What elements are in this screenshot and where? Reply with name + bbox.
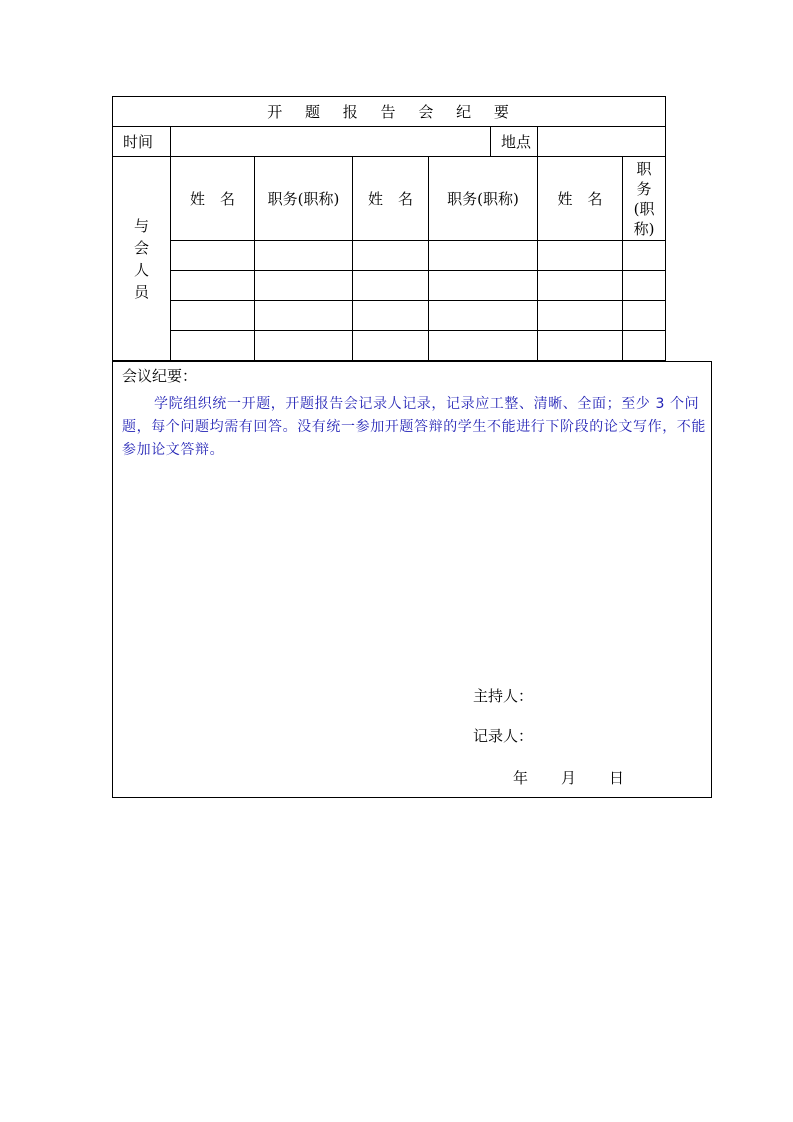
attendee-cell[interactable] xyxy=(171,271,255,301)
col-header-position-2: 职务(职称) xyxy=(429,157,538,241)
attendee-cell[interactable] xyxy=(171,241,255,271)
attendee-cell[interactable] xyxy=(255,301,353,331)
place-label: 地点 xyxy=(491,127,538,157)
place-field[interactable] xyxy=(538,127,666,157)
attendee-cell[interactable] xyxy=(623,331,666,361)
attendee-cell[interactable] xyxy=(255,331,353,361)
attendee-cell[interactable] xyxy=(171,301,255,331)
attendee-row xyxy=(113,301,666,331)
col-header-position-1: 职务(职称) xyxy=(255,157,353,241)
attendee-cell[interactable] xyxy=(623,241,666,271)
attendee-cell[interactable] xyxy=(171,331,255,361)
time-label: 时间 xyxy=(113,127,171,157)
attendee-cell[interactable] xyxy=(353,241,429,271)
attendee-cell[interactable] xyxy=(429,271,538,301)
time-field[interactable] xyxy=(171,127,491,157)
attendee-cell[interactable] xyxy=(538,241,623,271)
attendee-cell[interactable] xyxy=(429,301,538,331)
meeting-info-table xyxy=(112,96,666,361)
recorder-label: 记录人： xyxy=(473,727,534,745)
date-line xyxy=(513,767,657,788)
col-header-name-2: 姓 名 xyxy=(353,157,429,241)
minutes-box[interactable] xyxy=(112,361,712,798)
attendee-row xyxy=(113,331,666,361)
date-day: 日 xyxy=(609,769,625,787)
minutes-label: 会议纪要： xyxy=(122,367,198,385)
attendee-cell[interactable] xyxy=(538,271,623,301)
date-month: 月 xyxy=(561,769,577,787)
attendees-side-label: 与 会 人 员 xyxy=(113,157,171,361)
attendee-cell[interactable] xyxy=(353,331,429,361)
attendee-cell[interactable] xyxy=(623,271,666,301)
attendee-cell[interactable] xyxy=(255,271,353,301)
attendee-cell[interactable] xyxy=(538,331,623,361)
attendee-cell[interactable] xyxy=(429,241,538,271)
attendee-row xyxy=(113,271,666,301)
col-header-name-3: 姓 名 xyxy=(538,157,623,241)
date-year: 年 xyxy=(513,769,529,787)
attendee-cell[interactable] xyxy=(623,301,666,331)
col-header-name-1: 姓 名 xyxy=(171,157,255,241)
attendee-cell[interactable] xyxy=(353,271,429,301)
attendee-cell[interactable] xyxy=(429,331,538,361)
minutes-instructions: 学院组织统一开题，开题报告会记录人记录，记录应工整、清晰、全面；至少 3 个问题，每个问题均需有回答。没有统一参加开题答辩的学生不能进行下阶段的论文写作，不能参加论文答辩。 xyxy=(122,396,706,458)
attendee-row xyxy=(113,241,666,271)
meeting-form xyxy=(112,96,664,361)
host-label: 主持人： xyxy=(473,687,534,705)
attendee-cell[interactable] xyxy=(255,241,353,271)
attendee-cell[interactable] xyxy=(538,301,623,331)
attendee-cell[interactable] xyxy=(353,301,429,331)
form-title: 开 题 报 告 会 纪 要 xyxy=(113,97,666,127)
col-header-position-3: 职 务 (职 称) xyxy=(623,157,666,241)
